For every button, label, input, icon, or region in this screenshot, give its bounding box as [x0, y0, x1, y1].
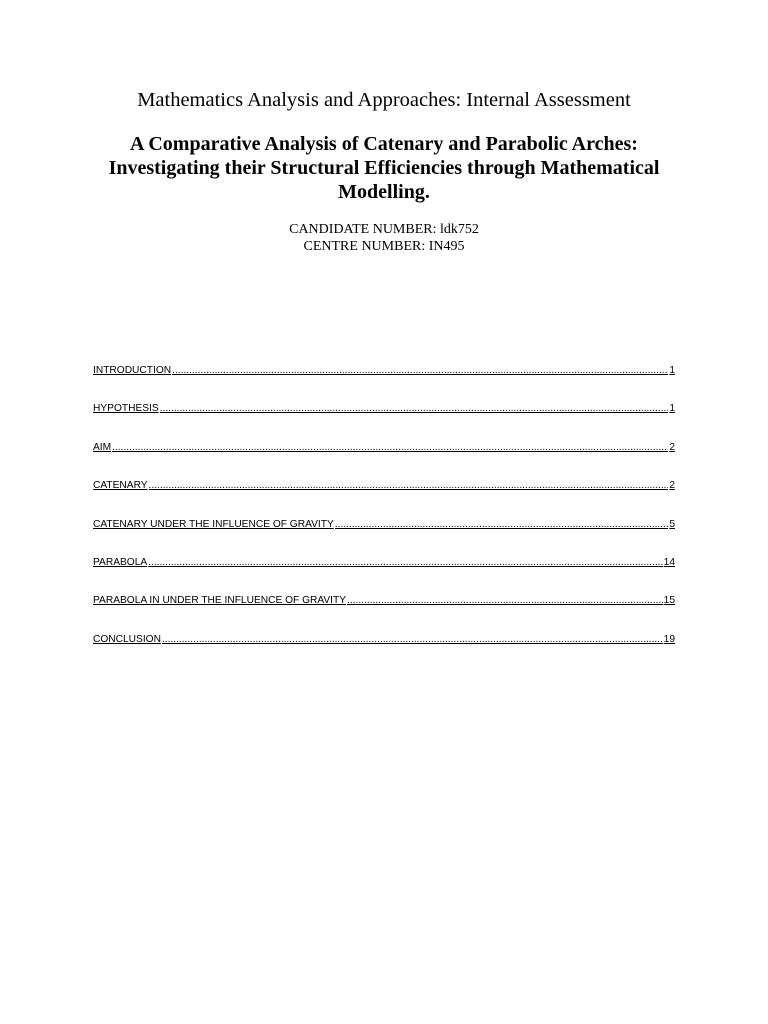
- toc-label: HYPOTHESIS: [93, 403, 159, 415]
- title-line-2: Investigating their Structural Efficiencies through Mathematical: [108, 157, 660, 179]
- toc-link-introduction[interactable]: [93, 362, 675, 380]
- toc-item: [93, 439, 675, 477]
- document-title: [60, 132, 708, 204]
- toc-item: [93, 554, 675, 592]
- toc-link-parabola[interactable]: [93, 554, 675, 572]
- toc-item: [93, 516, 675, 554]
- title-line-3: Modelling.: [338, 181, 430, 203]
- toc-leader: [160, 400, 669, 418]
- toc-item: [93, 631, 675, 669]
- toc-leader: [172, 362, 668, 380]
- toc-link-aim[interactable]: [93, 439, 675, 457]
- toc-leader: [112, 439, 668, 457]
- toc-leader: [347, 592, 663, 610]
- toc-label: CATENARY: [93, 480, 148, 492]
- toc-page-number: 2: [669, 480, 675, 492]
- toc-item: [93, 477, 675, 515]
- toc-leader: [149, 477, 669, 495]
- title-line-1: A Comparative Analysis of Catenary and Parabolic Arches:: [130, 133, 638, 155]
- toc-link-hypothesis[interactable]: [93, 400, 675, 418]
- toc-link-parabola-gravity[interactable]: [93, 592, 675, 610]
- toc-page-number: 15: [663, 595, 675, 607]
- toc-leader: [335, 516, 669, 534]
- candidate-info: [0, 221, 768, 255]
- toc-page-number: 19: [663, 633, 675, 645]
- candidate-number: CANDIDATE NUMBER: ldk752: [289, 222, 479, 237]
- toc-item: [93, 362, 675, 400]
- toc-page-number: 5: [669, 518, 675, 530]
- table-of-contents: [93, 362, 675, 669]
- toc-page-number: 2: [669, 441, 675, 453]
- toc-link-catenary-gravity[interactable]: [93, 516, 675, 534]
- toc-link-catenary[interactable]: [93, 477, 675, 495]
- toc-link-conclusion[interactable]: [93, 631, 675, 649]
- toc-leader: [162, 631, 663, 649]
- document-header: Mathematics Analysis and Approaches: Internal Assessment: [137, 89, 631, 111]
- centre-number: CENTRE NUMBER: IN495: [303, 239, 465, 254]
- toc-page-number: 1: [669, 365, 675, 376]
- toc-label: CONCLUSION: [93, 633, 161, 645]
- toc-label: CATENARY UNDER THE INFLUENCE OF GRAVITY: [93, 518, 334, 530]
- toc-label: PARABOLA IN UNDER THE INFLUENCE OF GRAVITY: [93, 595, 347, 607]
- toc-page-number: 14: [663, 556, 675, 568]
- toc-label: PARABOLA: [93, 556, 148, 568]
- toc-page-number: 1: [669, 403, 675, 415]
- toc-leader: [148, 554, 662, 572]
- toc-label: AIM: [93, 441, 112, 453]
- toc-label: INTRODUCTION: [93, 365, 172, 376]
- toc-item: [93, 400, 675, 438]
- toc-item: [93, 592, 675, 630]
